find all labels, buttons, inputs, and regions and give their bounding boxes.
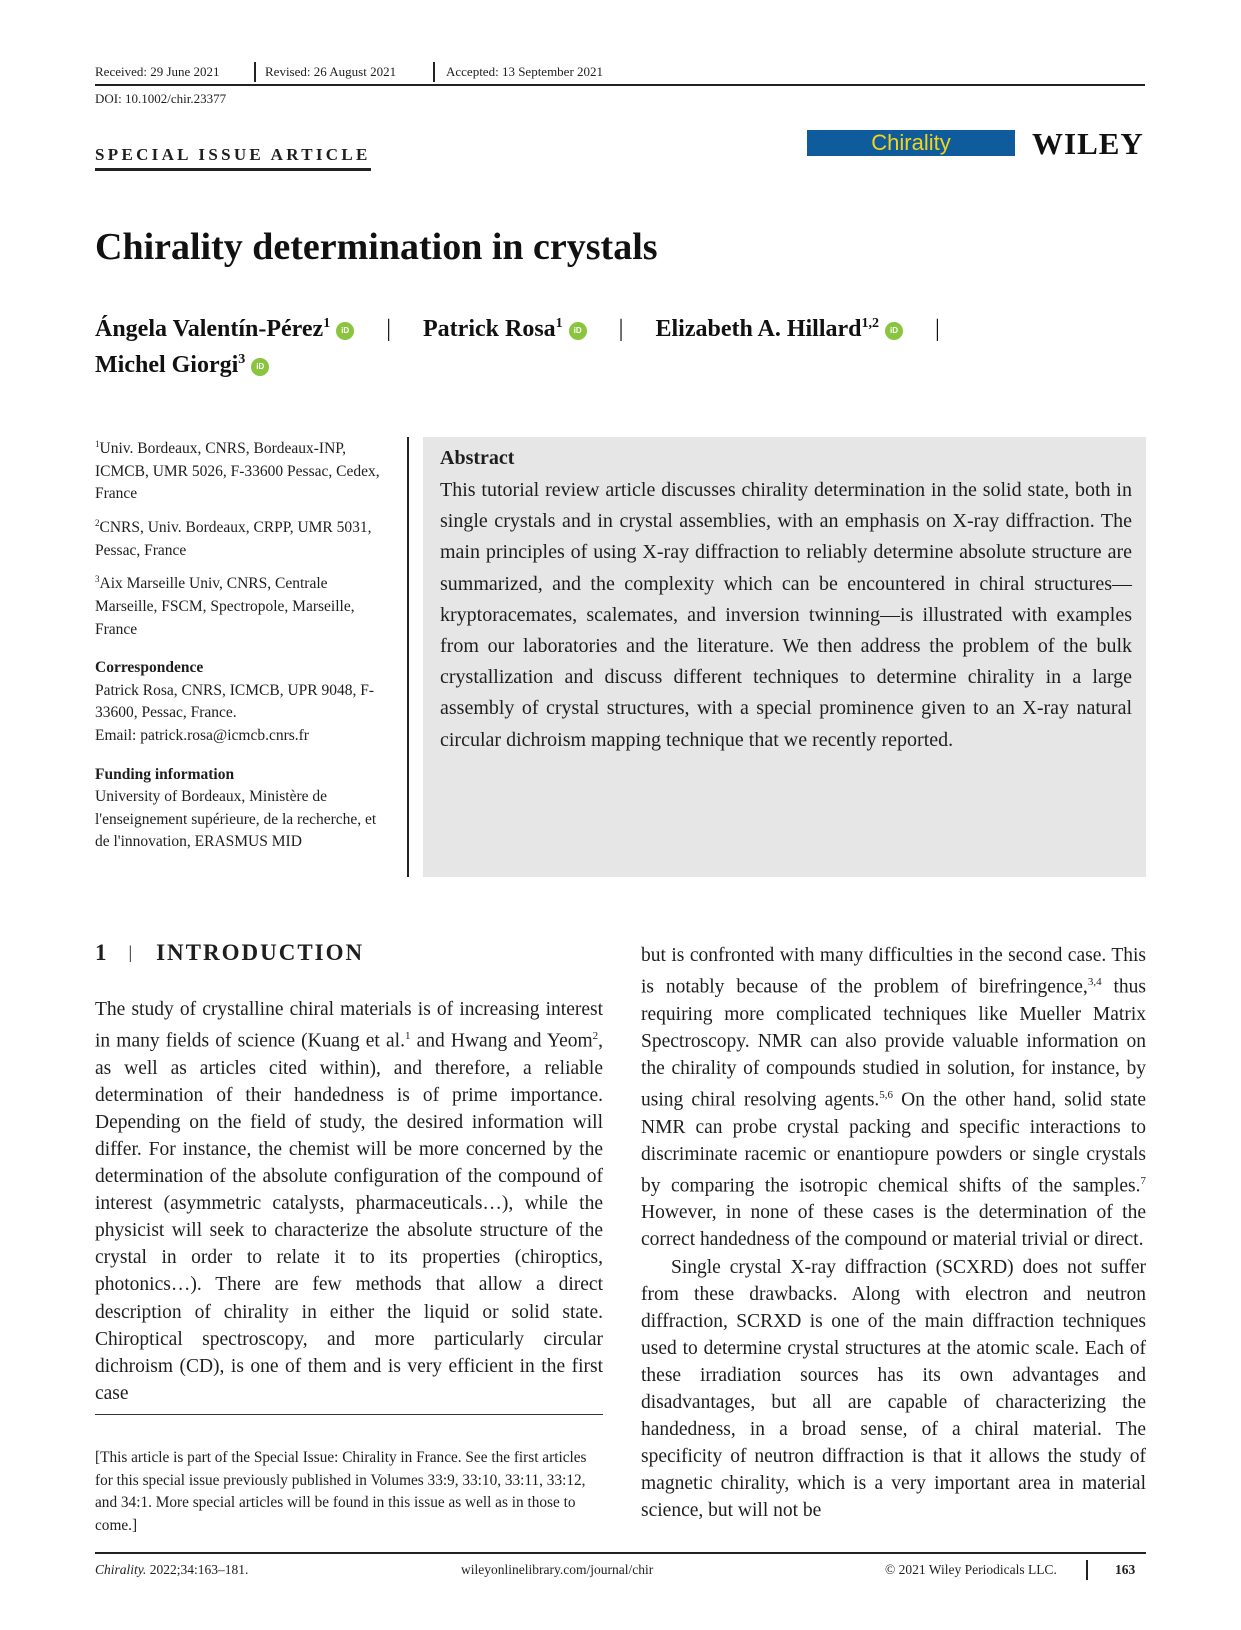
correspondence-address: Patrick Rosa, CNRS, ICMCB, UPR 9048, F-33600, Pessac, France. [95, 681, 375, 722]
body-column-right [641, 942, 1146, 1524]
author-separator: | [618, 316, 624, 342]
footnote: [This article is part of the Special Issue: Chirality in France. See the first articles for this special issue previously published in Volumes 33:9, 33:10, 33:11, 33:12, and 34:1. More special articles will be found in this issue as well as in those to come.] [95, 1449, 587, 1534]
page-number: 163 [1115, 1562, 1136, 1577]
section-separator: | [128, 942, 135, 962]
author-name[interactable]: Michel Giorgi [95, 352, 239, 378]
received-date: Received: 29 June 2021 [95, 64, 220, 79]
footer-divider [95, 1552, 1146, 1554]
author-separator: | [935, 316, 940, 342]
affiliation: $^3$Aix Marseille Univ, CNRS, Centrale Marseille, FSCM, Spectropole, Marseille, France [95, 574, 355, 638]
orcid-icon[interactable]: iD [251, 358, 269, 376]
reference-link[interactable]: 7 [1140, 1174, 1146, 1187]
accepted-date: Accepted: 13 September 2021 [446, 64, 604, 79]
body-paragraph: The study of crystalline chiral materials is of increasing interest in many fields of science (Kuang et al.$^1$ and Hwang and Yeom$^2$, as well as articles cited within), and therefore, a reliable determination of their handedness is of prime importance. Depending on the field of study, the desired information will differ. For instance, the chemist will be more concerned by the determination of the absolute configuration of the compound of interest (asymmetric catalysts, pharmaceuticals…), while the physicist will seek to characterize the absolute structure of the crystal in order to relate it to its properties (chiroptics, photonics…). There are few methods that allow a direct description of chirality in either the liquid or solid state. Chiroptical spectroscopy, and more particularly circular dichroism (CD), is one of them and is very efficient in the first case [95, 999, 604, 1404]
correspondence-heading: Correspondence [95, 659, 204, 677]
article-dates [95, 62, 1145, 86]
funding-text: University of Bordeaux, Ministère de l'enseignement supérieure, de la recherche, et de l'innovation, ERASMUS MID [95, 788, 377, 851]
body-paragraph: Single crystal X-ray diffraction (SCXRD) does not suffer from these drawbacks. Along with electron and neutron diffraction, SCRXD is one of the main diffraction techniques used to determine crystal structures at the atomic scale. Each of these irradiation sources has its own advantages and disadvantages, but all are capable of characterizing the handedness, in a broad sense, of a chiral material. The specificity of neutron diffraction is that it allows the study of magnetic chirality, which is a very important area in material science, but will not be [641, 1256, 1146, 1522]
footer-separator [1086, 1560, 1088, 1580]
body-paragraph: but is confronted with many difficulties in the second case. This is notably because of the problem of birefringence,$^{3,4}$ thus requiring more complicated techniques like Mueller Matrix Spectroscopy. NMR can also provide valuable information on the chirality of compounds studied in solution, for instance, by using chiral resolving agents.$^{5,6}$ On the other hand, solid state NMR can probe crystal packing and specific interactions to discriminate racemic or enantiopure powders or single crystals by comparing the isotropic chemical shifts of the samples.$^7$ However, in none of these cases is the determination of the correct handedness of the compound or material trivial or direct. [641, 945, 1146, 1251]
date-separator [254, 62, 256, 82]
footer-url[interactable]: wileyonlinelibrary.com/journal/chir [461, 1562, 654, 1577]
page-footer [95, 1560, 1146, 1582]
revised-date: Revised: 26 August 2021 [265, 64, 397, 79]
author-name[interactable]: Elizabeth A. Hillard [655, 316, 862, 342]
section-number: 1 [95, 940, 107, 965]
reference-link[interactable]: 2 [592, 1030, 599, 1043]
abstract-heading: Abstract [440, 447, 515, 469]
author-affiliation: 1 [323, 316, 331, 331]
author-affiliation: 1,2 [861, 316, 879, 331]
doi[interactable]: DOI: 10.1002/chir.23377 [95, 91, 227, 106]
author-affiliation: 1 [555, 316, 563, 331]
author-line-2 [95, 352, 269, 379]
section-title: INTRODUCTION [156, 940, 365, 965]
affiliation: $^1$Univ. Bordeaux, CNRS, Bordeaux-INP, ICMCB, UMR 5026, F-33600 Pessac, Cedex, France [95, 439, 380, 503]
affiliation: $^2$CNRS, Univ. Bordeaux, CRPP, UMR 5031, Pessac, France [95, 517, 372, 559]
author-name[interactable]: Patrick Rosa [423, 316, 556, 342]
orcid-icon[interactable]: iD [569, 322, 587, 340]
footnote-divider [95, 1414, 603, 1415]
author-separator: | [386, 316, 392, 342]
footer-copyright: © 2021 Wiley Periodicals LLC. [885, 1562, 1057, 1577]
author-affiliation: 3 [238, 352, 246, 367]
reference-link[interactable]: 3,4 [1087, 976, 1102, 989]
sidebar-divider [407, 437, 409, 877]
abstract-text: This tutorial review article discusses chirality determination in the solid state, both in single crystals and in crystal assemblies, with an emphasis on X-ray diffraction. The main principles of using X-ray diffraction to reliably determine absolute structure are summarized, and the complexity which can be encountered in chiral structures—kryptoracemates, scalemates, and inversion twinning—is illustrated with examples from our laboratories and the literature. We then address the problem of the bulk crystallization and discuss different techniques to determine chirality in a large assembly of crystal structures, with a special prominence given to an X-ray natural circular dichroism mapping technique that we recently reported. [440, 479, 1132, 751]
footer-citation: Chirality. 2022;34:163–181. [95, 1562, 249, 1577]
correspondence-email[interactable]: Email: patrick.rosa@icmcb.cnrs.fr [95, 727, 309, 744]
article-info-sidebar [95, 433, 385, 854]
body-column-left [95, 996, 603, 1407]
funding-heading: Funding information [95, 765, 235, 783]
reference-link[interactable]: 1 [404, 1030, 411, 1043]
journal-logo: Chirality [807, 130, 1015, 156]
reference-link[interactable]: 5,6 [879, 1088, 894, 1101]
article-type: SPECIAL ISSUE ARTICLE [95, 145, 371, 171]
author-name[interactable]: Ángela Valentín-Pérez [95, 316, 324, 342]
article-title: Chirality determination in crystals [95, 226, 658, 268]
section-heading [95, 940, 364, 966]
orcid-icon[interactable]: iD [336, 322, 354, 340]
publisher-logo: WILEY [1032, 126, 1144, 161]
author-line-1 [95, 316, 966, 343]
orcid-icon[interactable]: iD [885, 322, 903, 340]
date-separator [433, 62, 435, 82]
